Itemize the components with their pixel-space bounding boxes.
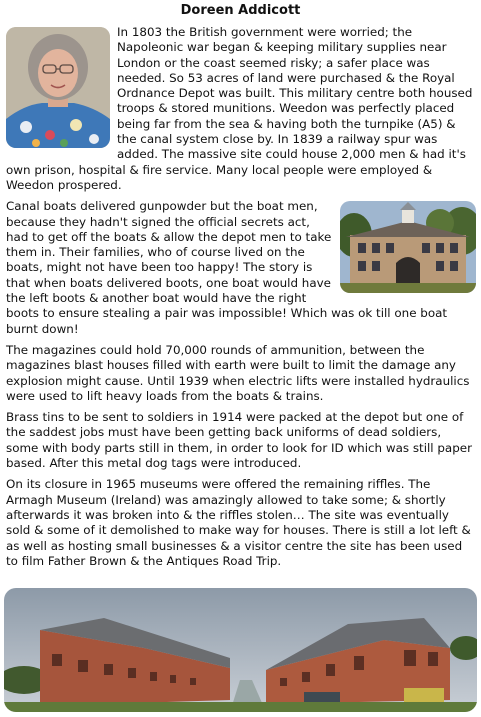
paragraph-3: The magazines could hold 70,000 rounds of ammunition, between the magazines blast houses filled with earth were built to limit the damage any explosion might cause. Until 1939 when electric lifts were installed hydraulics were used to lift heavy loads from the boats & trains. [6,342,470,403]
depot-building-photo [340,201,476,293]
warehouses-photo [4,588,477,712]
paragraph-1: In 1803 the British government were worried; the Napoleonic war began & keeping military supplies near London or the coast seemed risky; a safer place was needed. So 53 acres of land were purchased & the Royal Ordnance Depot was built. This military centre both housed troops & stored munitions. Weedon was perfectly placed being far from the sea & having both the turnpike (A5) & the canal system close by. In 1839 a railway spur was added. The massive site could house 2,000 men & had it's own prison, hospital & fire service. Many local people were employed & Weedon prospered. [6,25,473,192]
page-title: Doreen Addicott [180,3,301,18]
article-body [6,25,476,575]
paragraph-5: On its closure in 1965 museums were offered the remaining riffles. The Armagh Museum (Ireland) was amazingly allowed to take some; & shortly afterwards it was broken into & the riffles stolen… The site was eventually sold & some of it demolished to make way for houses. There is still a lot left & as well as hosting small businesses & a visitor centre the site has been used to film Father Brown & the Antiques Road Trip. [6,477,471,568]
paragraph-4: Brass tins to be sent to soldiers in 1914 were packed at the depot but one of the saddest jobs must have been getting back uniforms of dead soldiers, some with body parts still in them, in order to look for ID which was still paper based. After this metal dog tags were introduced. [6,410,472,471]
author-portrait-photo [6,27,110,148]
paragraph-2: Canal boats delivered gunpowder but the boat men, because they hadn't signed the official secrets act, had to get off the boats & allow the depot men to take them in. Their families, who of course lived on the boats, might not have been too happy! The story is that when boats delivered boots, one boat would have the left boots & another boat would have the right boots to ensure stealing a pair was impossible! Which was ok till one boat burnt down! [6,199,448,336]
